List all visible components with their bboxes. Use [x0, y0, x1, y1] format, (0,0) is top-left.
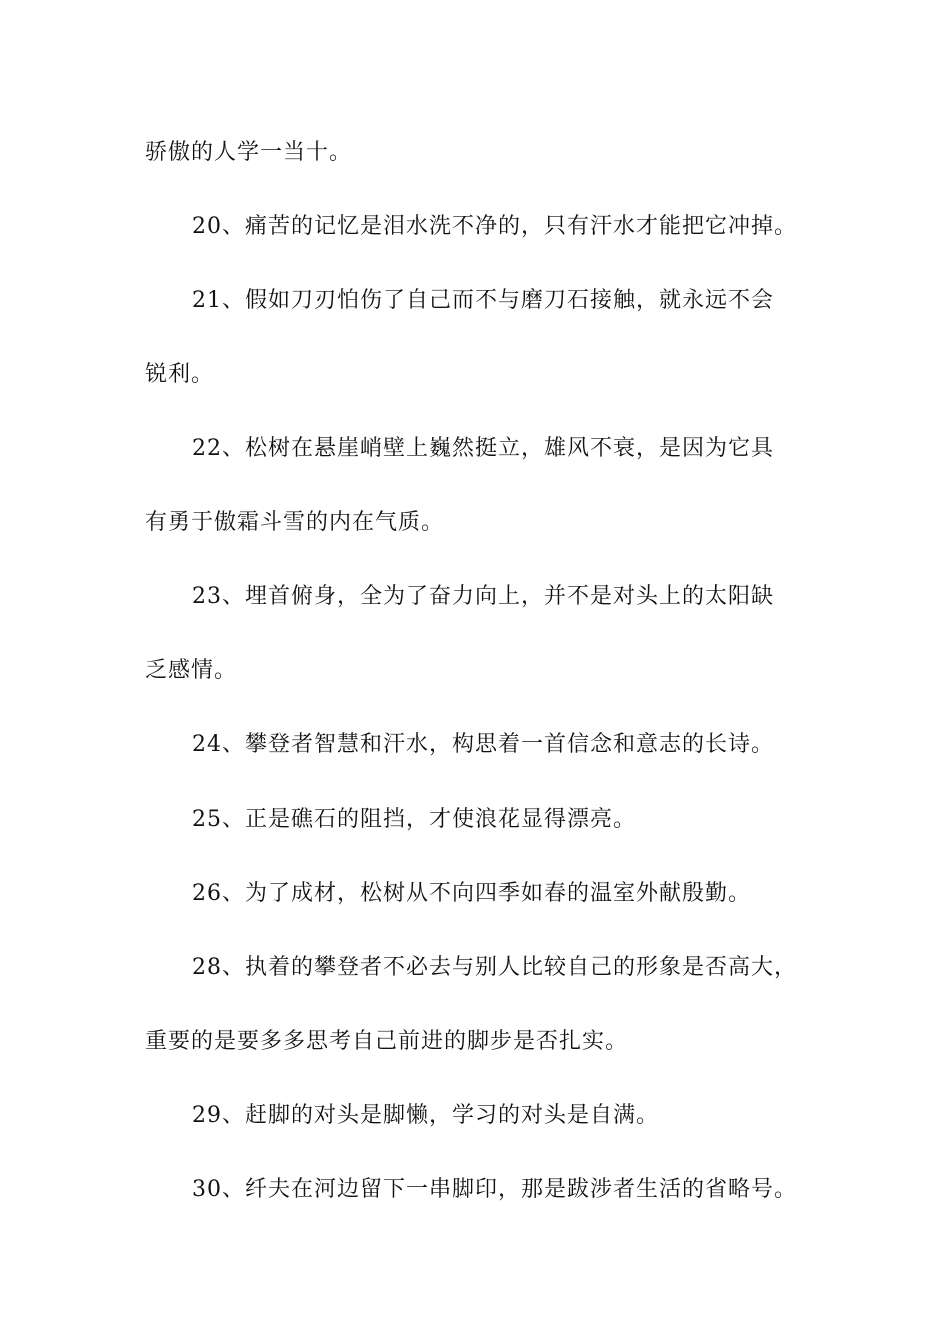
quote-28-line-2: 重要的是要多多思考自己前进的脚步是否扎实。: [145, 1029, 629, 1054]
quote-24: 24、攀登者智慧和汗水，构思着一首信念和意志的长诗。: [192, 732, 774, 757]
quote-22-line-1: 22、松树在悬崖峭壁上巍然挺立，雄风不衰，是因为它具: [192, 436, 774, 461]
quote-22-line-2: 有勇于傲霜斗雪的内在气质。: [145, 510, 445, 535]
quote-23-line-2: 乏感情。: [145, 658, 238, 683]
quote-21-line-1: 21、假如刀刃怕伤了自己而不与磨刀石接触，就永远不会: [192, 288, 774, 313]
text-line-continuation: 骄傲的人学一当十。: [145, 140, 353, 165]
quote-29: 29、赶脚的对头是脚懒，学习的对头是自满。: [192, 1103, 659, 1128]
quote-30: 30、纤夫在河边留下一串脚印，那是跋涉者生活的省略号。: [192, 1177, 797, 1202]
quote-25: 25、正是礁石的阻挡，才使浪花显得漂亮。: [192, 807, 636, 832]
quote-21-line-2: 锐利。: [145, 362, 215, 387]
quote-26: 26、为了成材，松树从不向四季如春的温室外献殷勤。: [192, 881, 751, 906]
quote-23-line-1: 23、埋首俯身，全为了奋力向上，并不是对头上的太阳缺: [192, 584, 774, 609]
quote-28-line-1: 28、执着的攀登者不必去与别人比较自己的形象是否高大，: [192, 955, 797, 980]
quote-20: 20、痛苦的记忆是泪水洗不净的，只有汗水才能把它冲掉。: [192, 214, 797, 239]
